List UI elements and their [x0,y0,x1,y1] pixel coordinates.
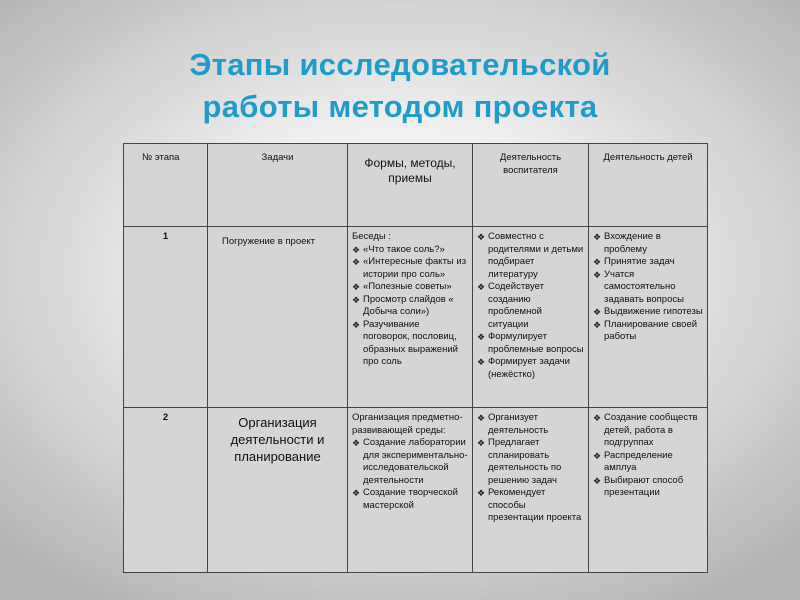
list-item [352,281,468,294]
list-item-text: Организует деятельность [488,412,549,436]
list-item-text: Создание творческой мастерской [363,487,458,511]
stage-children-cell [589,408,708,573]
diamond-bullet-icon: ❖ [352,244,361,255]
header-children-activity: Деятельность детей [589,144,708,227]
list-item [593,475,703,500]
table-row [124,408,708,573]
stage-task: Погружение в проект [208,227,348,408]
header-tasks: Задачи [208,144,348,227]
stage-forms-cell [348,408,473,573]
list-item-text: «Что такое соль?» [363,243,445,255]
slide-title-line-1: Этапы исследовательской [189,47,611,82]
diamond-bullet-icon: ❖ [352,319,361,330]
list-item-text: Выдвижение гипотезы [604,306,703,317]
children-activity-list [593,412,703,500]
header-forms-methods: Формы, методы, приемы [348,144,473,227]
list-item-text: Совместно с родителями и детьми подбирает литературу [488,231,584,280]
forms-list [352,412,468,512]
list-item [477,331,584,356]
list-item-text: Предлагает спланировать деятельность по решению задач [488,437,562,486]
list-item [352,244,468,257]
diamond-bullet-icon: ❖ [477,232,486,242]
list-item-text: Организация предметно-развивающей среды: [352,412,463,436]
list-item [352,294,468,319]
list-item [477,356,584,381]
table-row [124,227,708,408]
header-teacher-activity: Деятельность воспитателя [473,144,589,227]
diamond-bullet-icon: ❖ [593,319,602,330]
list-item-text: Создание лаборатории для экспериментально-исследовательской деятельности [363,437,468,486]
stage-task: Организация деятельности и планирование [208,408,348,573]
stage-teacher-cell [473,227,589,408]
stage-number: 1 [124,227,208,408]
list-item-text: Беседы : [352,231,391,242]
children-activity-list [593,231,703,344]
slide-title [0,44,800,128]
diamond-bullet-icon: ❖ [593,450,602,461]
diamond-bullet-icon: ❖ [477,438,486,448]
diamond-bullet-icon: ❖ [593,269,602,280]
teacher-activity-list [477,412,584,525]
list-item-text: «Полезные советы» [363,281,452,292]
list-item-text: Распределение амплуа [604,449,673,473]
list-item [593,306,703,319]
list-item [593,231,703,256]
list-item [593,450,703,475]
diamond-bullet-icon: ❖ [477,413,486,423]
list-item-text: Рекомендует способы презентации проекта [488,487,582,523]
list-item [593,319,703,344]
list-item-text: Создание сообществ детей, работа в подгруппах [604,412,698,448]
header-stage-number: № этапа [124,144,208,227]
list-item [477,487,584,525]
teacher-activity-list [477,231,584,381]
list-item [352,319,468,369]
list-item [593,269,703,307]
diamond-bullet-icon: ❖ [352,257,361,267]
table-header-row [124,144,708,227]
list-item-text: Учатся самостоятельно задавать вопросы [604,268,684,305]
diamond-bullet-icon: ❖ [477,332,486,342]
list-item [593,256,703,269]
stage-number: 2 [124,408,208,573]
diamond-bullet-icon: ❖ [352,282,361,292]
list-item [477,231,584,281]
diamond-bullet-icon: ❖ [352,488,361,498]
list-item-text: Формирует задачи (нежёстко) [488,356,570,380]
diamond-bullet-icon: ❖ [593,413,602,423]
diamond-bullet-icon: ❖ [477,282,486,292]
list-item [352,487,468,512]
list-item [352,437,468,487]
list-item [477,281,584,331]
project-stages-table [123,143,708,573]
stage-forms-cell [348,227,473,408]
diamond-bullet-icon: ❖ [593,307,602,317]
list-item [477,437,584,487]
forms-list [352,231,468,369]
diamond-bullet-icon: ❖ [477,488,486,498]
list-item-text: Выбирают способ презентации [604,474,684,498]
stage-teacher-cell [473,408,589,573]
stage-children-cell [589,227,708,408]
list-item-text: Разучивание поговорок, пословиц, образных выражений про соль [363,318,458,367]
list-item-text: Вхождение в проблему [604,231,661,255]
list-item-text: Формулирует проблемные вопросы [488,331,584,355]
slide-title-line-2: работы методом проекта [202,89,598,124]
diamond-bullet-icon: ❖ [352,438,361,448]
diamond-bullet-icon: ❖ [593,232,602,242]
list-item [477,412,584,437]
diamond-bullet-icon: ❖ [593,257,602,267]
diamond-bullet-icon: ❖ [477,357,486,367]
list-item-text: Содействует созданию проблемной ситуации [488,281,544,330]
list-item-text: Просмотр слайдов « Добыча соли») [363,293,454,317]
list-item [593,412,703,450]
diamond-bullet-icon: ❖ [593,475,602,486]
list-item-text: «Интересные факты из истории про соль» [363,256,467,280]
list-item [352,412,468,437]
list-item [352,231,468,244]
list-item-text: Принятие задач [604,256,675,267]
list-item-text: Планирование своей работы [604,318,698,342]
diamond-bullet-icon: ❖ [352,294,361,305]
list-item [352,256,468,281]
